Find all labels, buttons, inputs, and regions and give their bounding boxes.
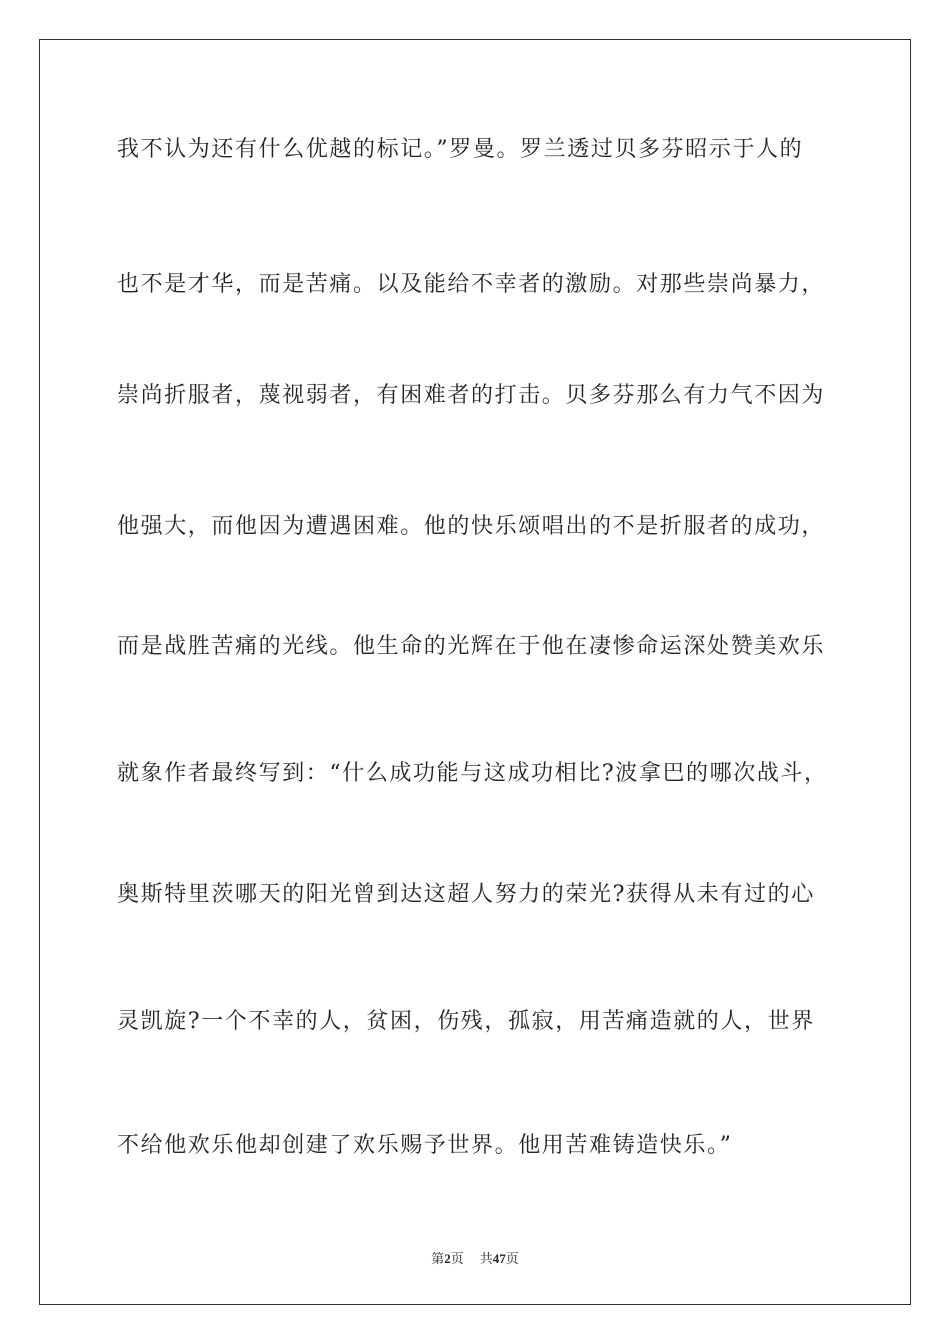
- page-label-suffix: 页: [450, 1252, 464, 1267]
- text-line-8: 灵凯旋?一个不幸的人，贫困，伤残，孤寂，用苦痛造就的人，世界: [117, 1009, 815, 1034]
- text-line-2: 也不是才华，而是苦痛。以及能给不幸者的激励。对那些崇尚暴力，: [117, 272, 826, 297]
- page-border: [39, 39, 911, 1305]
- text-line-5: 而是战胜苦痛的光线。他生命的光辉在于他在凄惨命运深处赞美欢乐: [117, 634, 826, 659]
- text-line-6: 就象作者最终写到：“什么成功能与这成功相比?波拿巴的哪次战斗，: [117, 761, 828, 786]
- total-label-suffix: 页: [505, 1252, 519, 1267]
- text-line-3: 崇尚折服者，蔑视弱者，有困难者的打击。贝多芬那么有力气不因为: [117, 383, 826, 408]
- text-line-9: 不给他欢乐他却创建了欢乐赐予世界。他用苦难铸造快乐。”: [117, 1133, 733, 1158]
- text-line-1: 我不认为还有什么优越的标记。”罗曼。罗兰透过贝多芬昭示于人的: [117, 137, 804, 162]
- text-line-7: 奥斯特里茨哪天的阳光曾到达这超人努力的荣光?获得从未有过的心: [117, 882, 815, 907]
- page-footer: [0, 1248, 950, 1267]
- total-pages: 47: [492, 1251, 506, 1266]
- page-number: 2: [444, 1251, 451, 1266]
- page-label-prefix: 第: [431, 1252, 445, 1267]
- total-label-prefix: 共: [479, 1252, 493, 1267]
- text-line-4: 他强大，而他因为遭遇困难。他的快乐颂唱出的不是折服者的成功，: [117, 514, 826, 539]
